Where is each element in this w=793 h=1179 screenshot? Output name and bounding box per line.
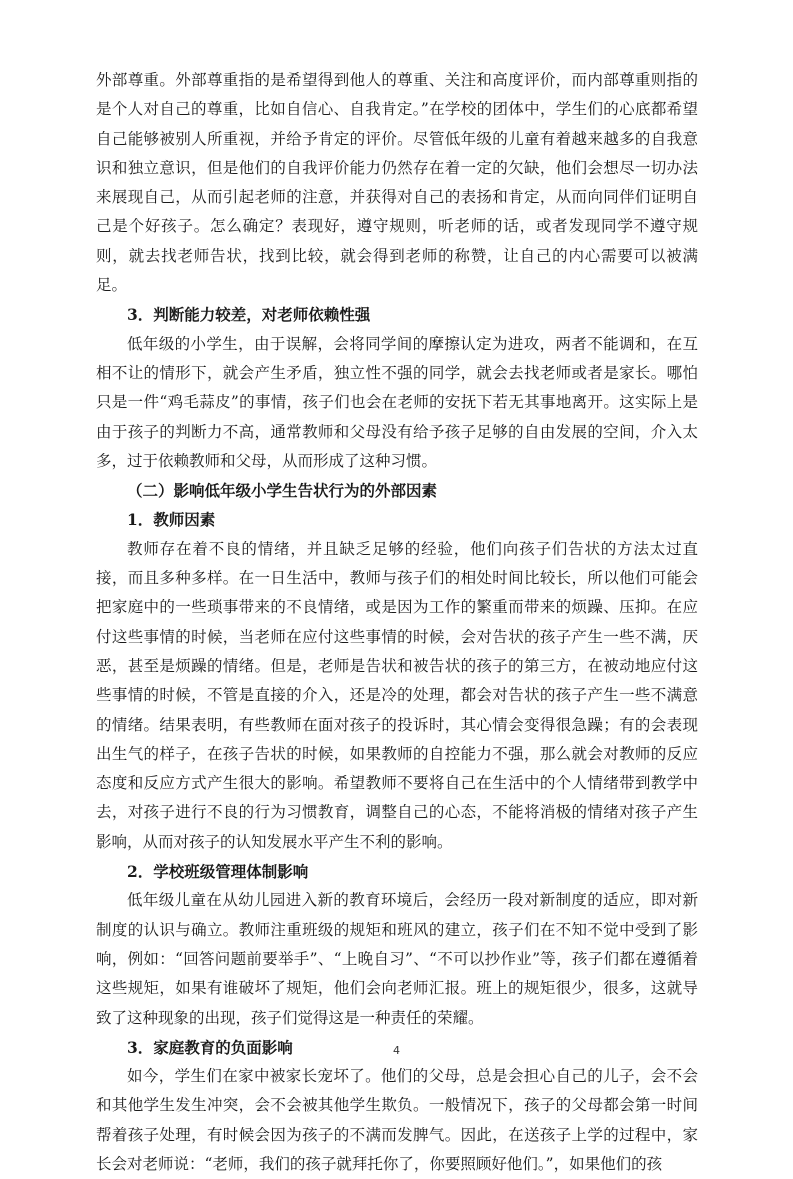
heading-family-education: 3．家庭教育的负面影响: [127, 1037, 293, 1057]
section-heading-external-factors: （二）影响低年级小学生告状行为的外部因素: [127, 481, 438, 501]
page-number: 4: [393, 1044, 400, 1057]
paragraph-teacher-factors: 教师存在着不良的情绪，并且缺乏足够的经验，他们向孩子们告状的方法太过直接，而且多种多样。在一日生活中，教师与孩子们的相处时间比较长，所以他们可能会把家庭中的一些琐事带来的不良情绪，或是因为工作的繁重而带来的烦躁、压抑。在应付这些事情的时候，当老师在应付这些事情的时候，会对告状的孩子产生一些不满，厌恶，甚至是烦躁的情绪。但是，老师是告状和被告状的孩子的第三方，在被动地应付这些事情的时候，不管是直接的介入，还是冷的处理，都会对告状的孩子产生一些不满意的情绪。结果表明，有些教师在面对孩子的投诉时，其心情会变得很急躁；有的会表现出生气的样子，在孩子告状的时候，如果教师的自控能力不强，那么就会对教师的反应态度和反应方式产生很大的影响。希望教师不要将自己在生活中的个人情绪带到教学中去，对孩子进行不良的行为习惯教育，调整自己的心态，不能将消极的情绪对孩子产生影响，从而对孩子的认知发展水平产生不利的影响。: [96, 539, 698, 851]
heading-judgment-ability: 3．判断能力较差，对老师依赖性强: [127, 305, 371, 325]
paragraph-family-education: 如今，学生们在家中被家长宠坏了。他们的父母，总是会担心自己的儿子，会不会和其他学生发生冲突，会不会被其他学生欺负。一般情况下，孩子的父母都会第一时间帮着孩子处理，有时候会因为孩子的不满而发脾气。因此，在送孩子上学的过程中，家长会对老师说：“老师，我们的孩子就拜托你了，你要照顾好他们。”，如果他们的孩: [96, 1067, 698, 1173]
document-page: [96, 66, 698, 1179]
paragraph-school-management: 低年级儿童在从幼儿园进入新的教育环境后，会经历一段对新制度的适应，即对新制度的认识与确立。教师注重班级的规矩和班风的建立，孩子们在不知不觉中受到了影响，例如：“回答问题前要举手”、“上晚自习”、“不可以抄作业”等，孩子们都在遵循着这些规矩，如果有谁破坏了规矩，他们会向老师汇报。班上的规矩很少，很多，这就导致了这种现象的出现，孩子们觉得这是一种责任的荣耀。: [96, 891, 698, 1027]
heading-teacher-factors: 1．教师因素: [127, 510, 216, 530]
paragraph-judgment-ability: 低年级的小学生，由于误解，会将同学间的摩擦认定为进攻，两者不能调和，在互相不让的情形下，就会产生矛盾，独立性不强的同学，就会去找老师或者是家长。哪怕只是一件“鸡毛蒜皮”的事情，孩子们也会在老师的安抚下若无其事地离开。这实际上是由于孩子的判断力不高，通常教师和父母没有给予孩子足够的自由发展的空间，介入太多，过于依赖教师和父母，从而形成了这种习惯。: [96, 334, 698, 470]
paragraph-self-esteem: 外部尊重。外部尊重指的是希望得到他人的尊重、关注和高度评价，而内部尊重则指的是个人对自己的尊重，比如自信心、自我肯定。”在学校的团体中，学生们的心底都希望自己能够被别人所重视，并给予肯定的评价。尽管低年级的儿童有着越来越多的自我意识和独立意识，但是他们的自我评价能力仍然存在着一定的欠缺，他们会想尽一切办法来展现自己，从而引起老师的注意，并获得对自己的表扬和肯定，从而向同伴们证明自己是个好孩子。怎么确定？表现好，遵守规则，听老师的话，或者发现同学不遵守规则，就去找老师告状，找到比较，就会得到老师的称赞，让自己的内心需要可以被满足。: [96, 71, 698, 295]
heading-school-management: 2．学校班级管理体制影响: [127, 862, 309, 882]
